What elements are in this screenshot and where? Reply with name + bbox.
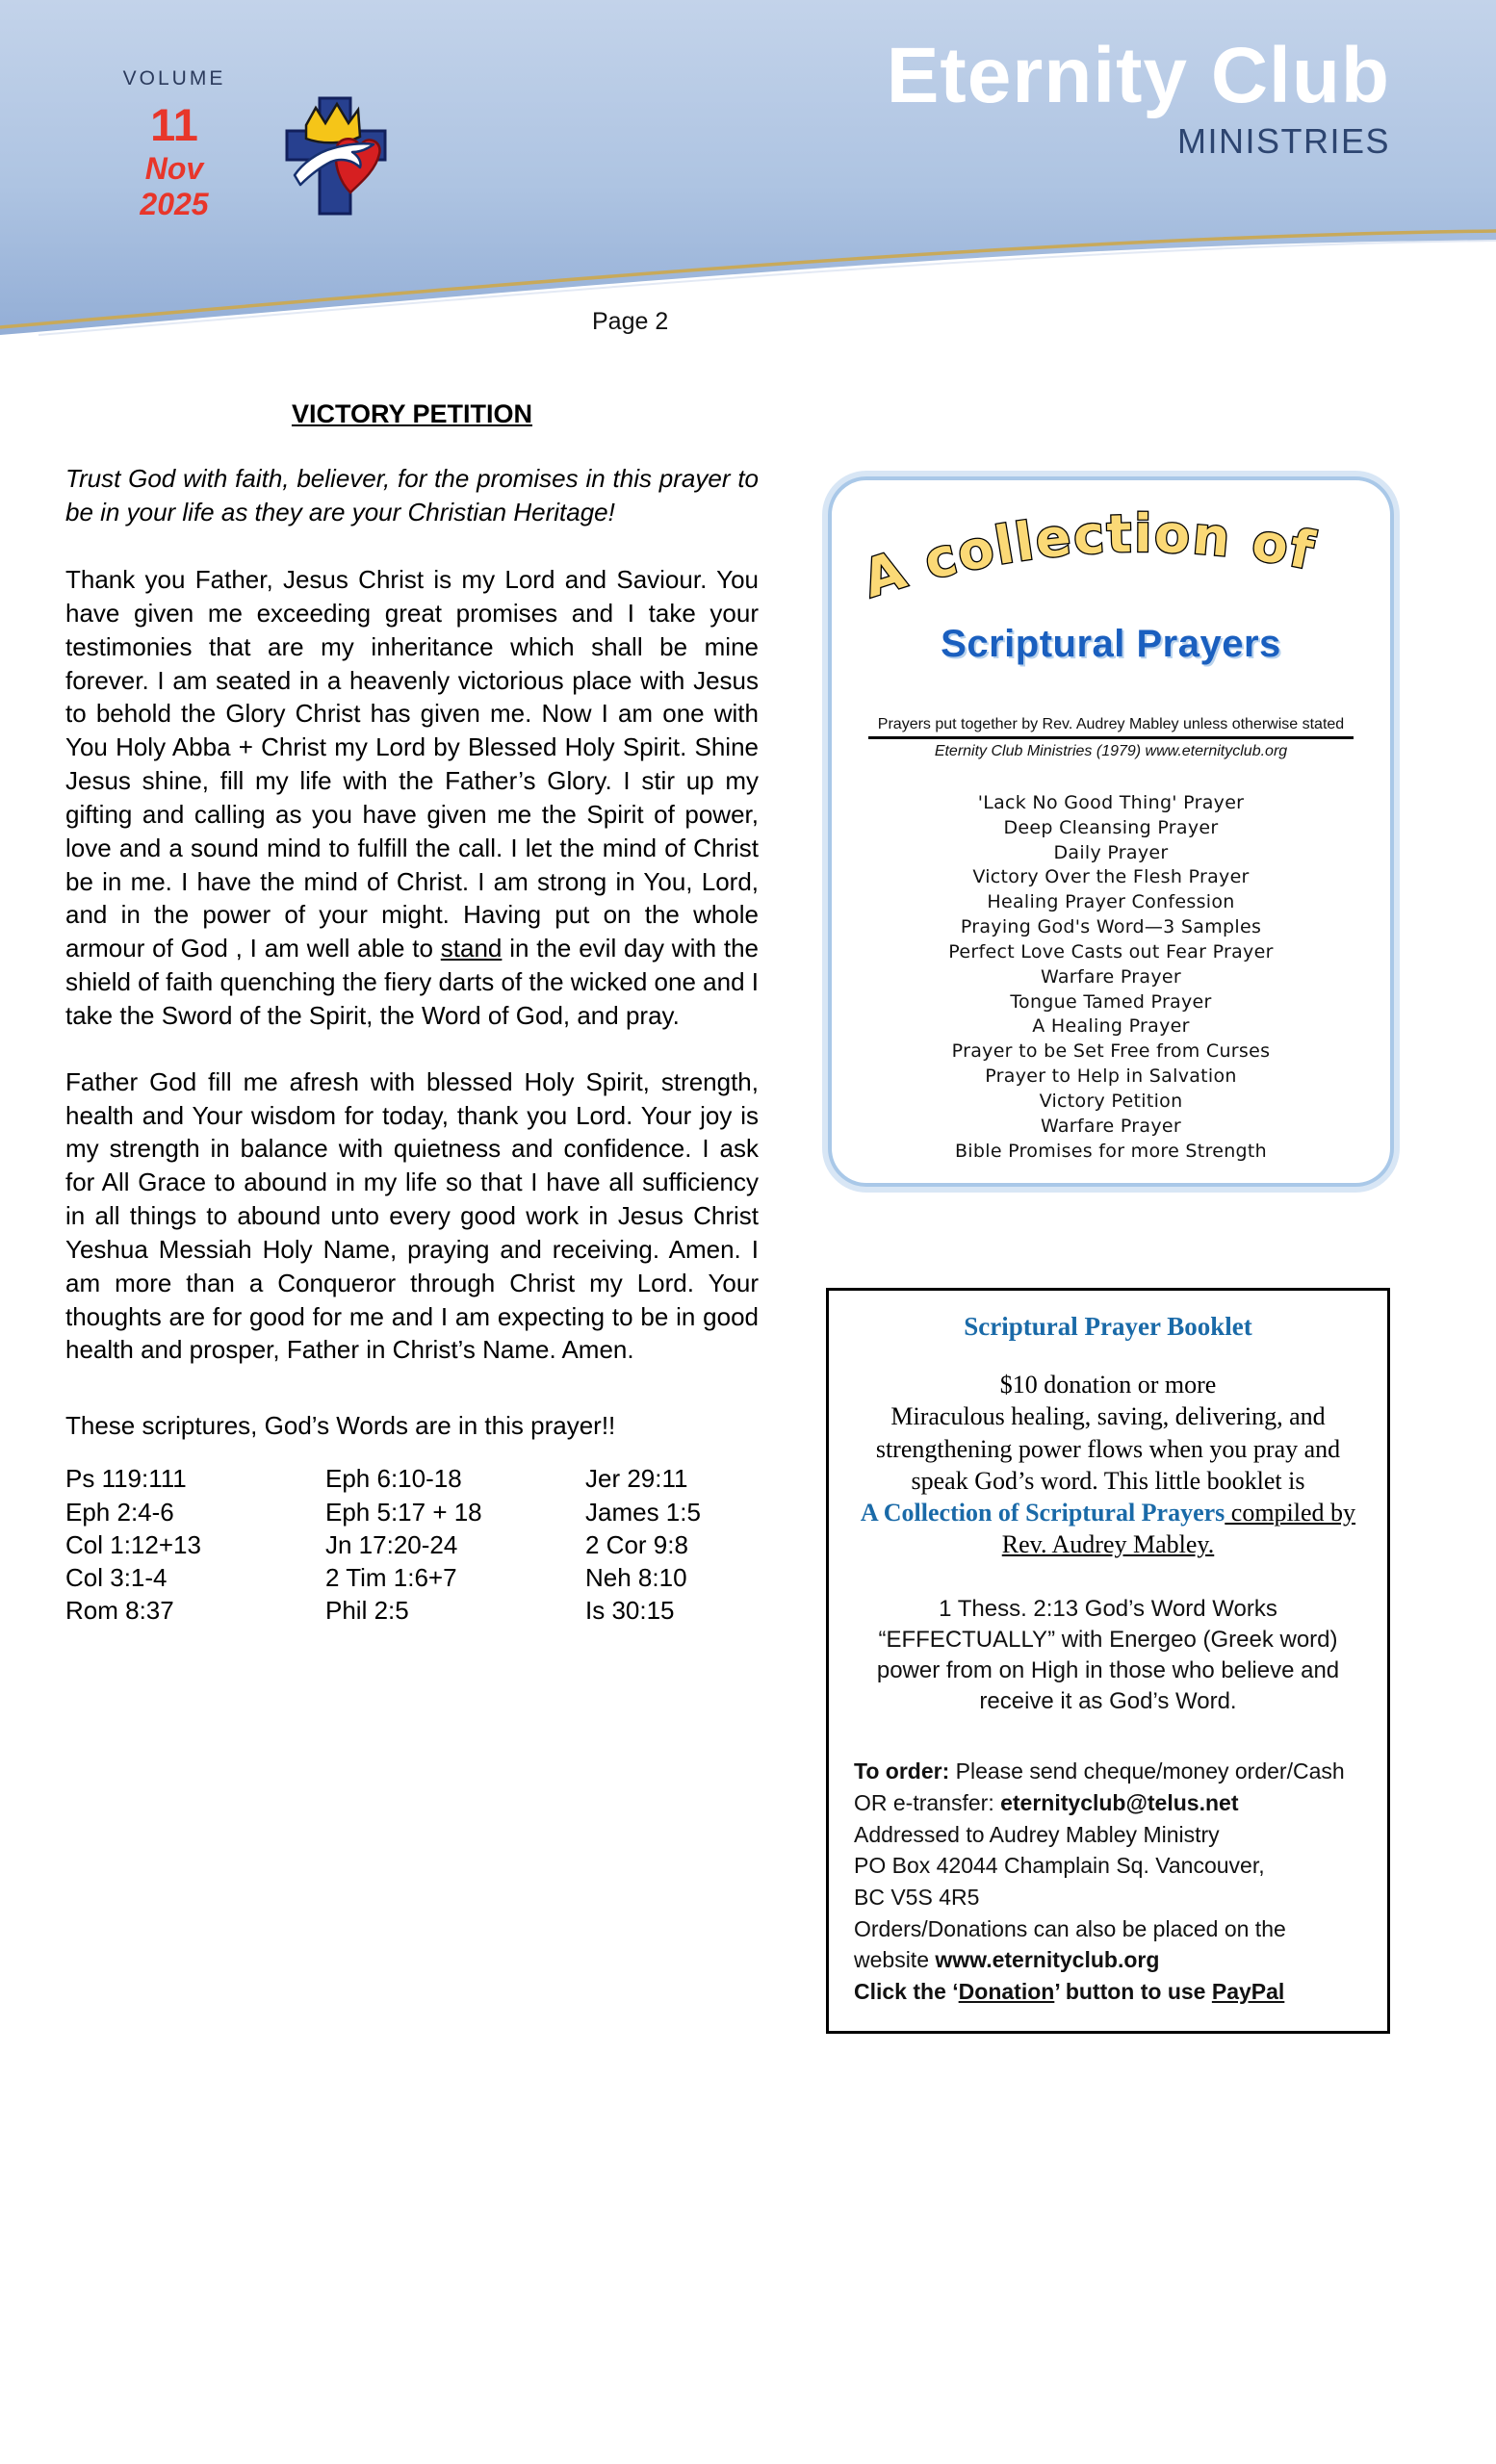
- list-item: Warfare Prayer: [1040, 965, 1181, 988]
- blurb-line-2: strengthening power flows when you pray and: [875, 1434, 1341, 1463]
- booklet-credit-divider: [868, 736, 1354, 739]
- booklet-arched-title: [832, 498, 1390, 613]
- list-item: Victory Petition: [1039, 1090, 1183, 1112]
- click-middle: ’ button to use: [1054, 1978, 1212, 2004]
- blurb-line-3: speak God’s word. This little booklet is: [911, 1466, 1305, 1495]
- list-item: Praying God's Word—3 Samples: [960, 916, 1262, 938]
- orders-donations-line: Orders/Donations can also be placed on the: [854, 1915, 1286, 1941]
- scripture-ref: James 1:5: [585, 1497, 701, 1527]
- donation-button-link[interactable]: Donation: [958, 1978, 1055, 2004]
- paypal-line: [854, 1976, 1362, 2008]
- scripture-ref: Neh 8:10: [585, 1563, 687, 1593]
- booklet-cover-image: [828, 476, 1394, 1187]
- thessalonians-quote: 1 Thess. 2:13 God’s Word Works “EFFECTUALLY” with Energeo (Greek word) power from on High in those who believe and receive it as God’s Word.: [876, 1595, 1340, 1715]
- list-item: 'Lack No Good Thing' Prayer: [977, 792, 1245, 813]
- booklet-main-title: Scriptural Prayers: [941, 623, 1281, 665]
- order-box-title: Scriptural Prayer Booklet: [964, 1312, 1252, 1341]
- volume-block: [92, 67, 256, 223]
- paypal-link[interactable]: PayPal: [1211, 1978, 1285, 2004]
- article-intro: Trust God with faith, believer, for the promises in this prayer to be in your life as they are your Christian Heritage!: [65, 464, 759, 526]
- list-item: Victory Over the Flesh Prayer: [972, 866, 1250, 888]
- paragraph-1-underlined-word: stand: [440, 934, 503, 963]
- brand-title: Eternity Club: [886, 32, 1390, 119]
- article-title: VICTORY PETITION: [291, 399, 533, 428]
- svg-text:A collection of: A collection of: [855, 502, 1321, 610]
- website-label: website: [854, 1947, 936, 1973]
- paragraph-1-part-a: Thank you Father, Jesus Christ is my Lord and Saviour. You have given me exceeding great promises and I take your testimonies that are my inheritance which shall be mine forever. I am seated in a heavenly victorious place with Jesus to behold the Glory Christ has given me. Now I am one with You Holy Abba + Christ my Lord by Blessed Holy Spirit. Shine Jesus shine, fill my life with the Father’s Glory. I stir up my gifting and calling as you have given me the Spirit of power, love and a sound mind to fulfill the call. I let the mind of Christ be in me. I have the mind of Christ. I am strong in You, Lord, and in the power of your might. Having put on the whole armour of God , I am well able to: [65, 565, 759, 963]
- compiled-by-text: compiled by Rev. Audrey Mabley.: [1001, 1499, 1356, 1559]
- order-info-box: [826, 1288, 1390, 2034]
- scripture-column-1: [65, 1462, 325, 1628]
- list-item: Warfare Prayer: [1040, 1115, 1181, 1137]
- booklet-credit-line-1: Prayers put together by Rev. Audrey Mabley unless otherwise stated: [877, 716, 1345, 732]
- list-item: Healing Prayer Confession: [987, 891, 1235, 913]
- list-item: A Healing Prayer: [1032, 1015, 1190, 1038]
- postal-code-line: BC V5S 4R5: [854, 1884, 980, 1910]
- scripture-ref: Jn 17:20-24: [325, 1529, 458, 1559]
- scripture-ref: Is 30:15: [585, 1596, 675, 1626]
- to-order-label: To order:: [854, 1758, 950, 1784]
- cross-dove-heart-logo-icon: [277, 92, 393, 218]
- click-prefix: Click the ‘: [854, 1978, 959, 2004]
- list-item: Prayer to Help in Salvation: [985, 1065, 1237, 1088]
- article-paragraph-1: [65, 563, 759, 1033]
- scripture-ref: Eph 6:10-18: [325, 1464, 462, 1494]
- article-paragraph-2: Father God fill me afresh with blessed Holy Spirit, strength, health and Your wisdom for today, thank you Lord. Your joy is my strength in balance with quietness and confidence. I ask for All Grace to abound in my life so that I have all sufficiency in all things to abound unto every good work in Jesus Christ Yeshua Messiah Holy Name, praying and receiving. Amen. I am more than a Conqueror through Christ my Lord. Your thoughts are for good for me and I am expecting to be in good health and prosper, Father in Christ’s Name. Amen.: [65, 1066, 759, 1365]
- etransfer-email[interactable]: eternityclub@telus.net: [1000, 1789, 1239, 1815]
- donation-amount: $10 donation or more: [999, 1371, 1217, 1399]
- scripture-ref: Eph 2:4-6: [65, 1497, 174, 1527]
- paragraph-1-part-b: in the evil day with the shield of faith quenching the fiery darts of the wicked one and I take the Sword of the Spirit, the Word of God, and pray.: [65, 934, 759, 1030]
- booklet-name-highlight: A Collection of Scriptural Prayers: [860, 1499, 1225, 1527]
- issue-year: 2025: [140, 187, 209, 222]
- list-item: Bible Promises for more Strength: [954, 1140, 1268, 1162]
- scripture-reference-grid: [65, 1462, 759, 1628]
- scripture-ref: 2 Tim 1:6+7: [325, 1563, 457, 1593]
- article-column: [65, 399, 759, 1628]
- list-item: Daily Prayer: [1053, 841, 1169, 863]
- etransfer-line: [854, 1787, 1362, 1819]
- scripture-ref: Jer 29:11: [585, 1464, 688, 1494]
- to-order-text: Please send cheque/money order/Cash: [949, 1758, 1345, 1784]
- scripture-ref: Eph 5:17 + 18: [325, 1497, 482, 1527]
- scripture-ref: 2 Cor 9:8: [585, 1529, 688, 1559]
- brand-block: [886, 32, 1390, 162]
- list-item: Deep Cleansing Prayer: [1003, 816, 1219, 838]
- scripture-ref: Col 3:1-4: [65, 1563, 168, 1593]
- order-box-blurb: [854, 1369, 1362, 1561]
- page-number-label: Page 2: [592, 308, 669, 335]
- blurb-line-1: Miraculous healing, saving, delivering, and: [890, 1402, 1326, 1431]
- scripture-ref: Rom 8:37: [65, 1596, 174, 1626]
- to-order-line: [854, 1756, 1362, 1787]
- booklet-credit-line-2: Eternity Club Ministries (1979) www.eternityclub.org: [934, 743, 1288, 759]
- list-item: Prayer to be Set Free from Curses: [951, 1040, 1271, 1063]
- masthead-banner: [0, 0, 1496, 346]
- list-item: Perfect Love Casts out Fear Prayer: [948, 940, 1274, 962]
- brand-subtitle: MINISTRIES: [1176, 121, 1390, 161]
- scripture-column-3: [585, 1462, 759, 1628]
- addressed-to-line: Addressed to Audrey Mabley Ministry: [854, 1821, 1220, 1847]
- scripture-ref: Ps 119:111: [65, 1464, 187, 1494]
- scripture-lead-text: These scriptures, God’s Words are in this prayer!!: [65, 1411, 616, 1441]
- scripture-column-2: [325, 1462, 585, 1628]
- booklet-name-line: [854, 1497, 1362, 1561]
- etransfer-label: OR e-transfer:: [854, 1789, 1001, 1815]
- booklet-prayer-list: [832, 791, 1390, 1164]
- scripture-ref: Phil 2:5: [325, 1596, 409, 1626]
- website-line: [854, 1944, 1362, 1976]
- list-item: Tongue Tamed Prayer: [1010, 990, 1212, 1013]
- volume-label: VOLUME: [122, 67, 226, 90]
- volume-number: 11: [150, 99, 198, 150]
- scripture-ref: Col 1:12+13: [65, 1529, 201, 1559]
- booklet-credit-block: [868, 716, 1354, 760]
- po-box-line: PO Box 42044 Champlain Sq. Vancouver,: [854, 1853, 1265, 1879]
- website-url[interactable]: www.eternityclub.org: [935, 1947, 1160, 1973]
- issue-month: Nov: [144, 150, 204, 186]
- ordering-instructions: [854, 1756, 1362, 2007]
